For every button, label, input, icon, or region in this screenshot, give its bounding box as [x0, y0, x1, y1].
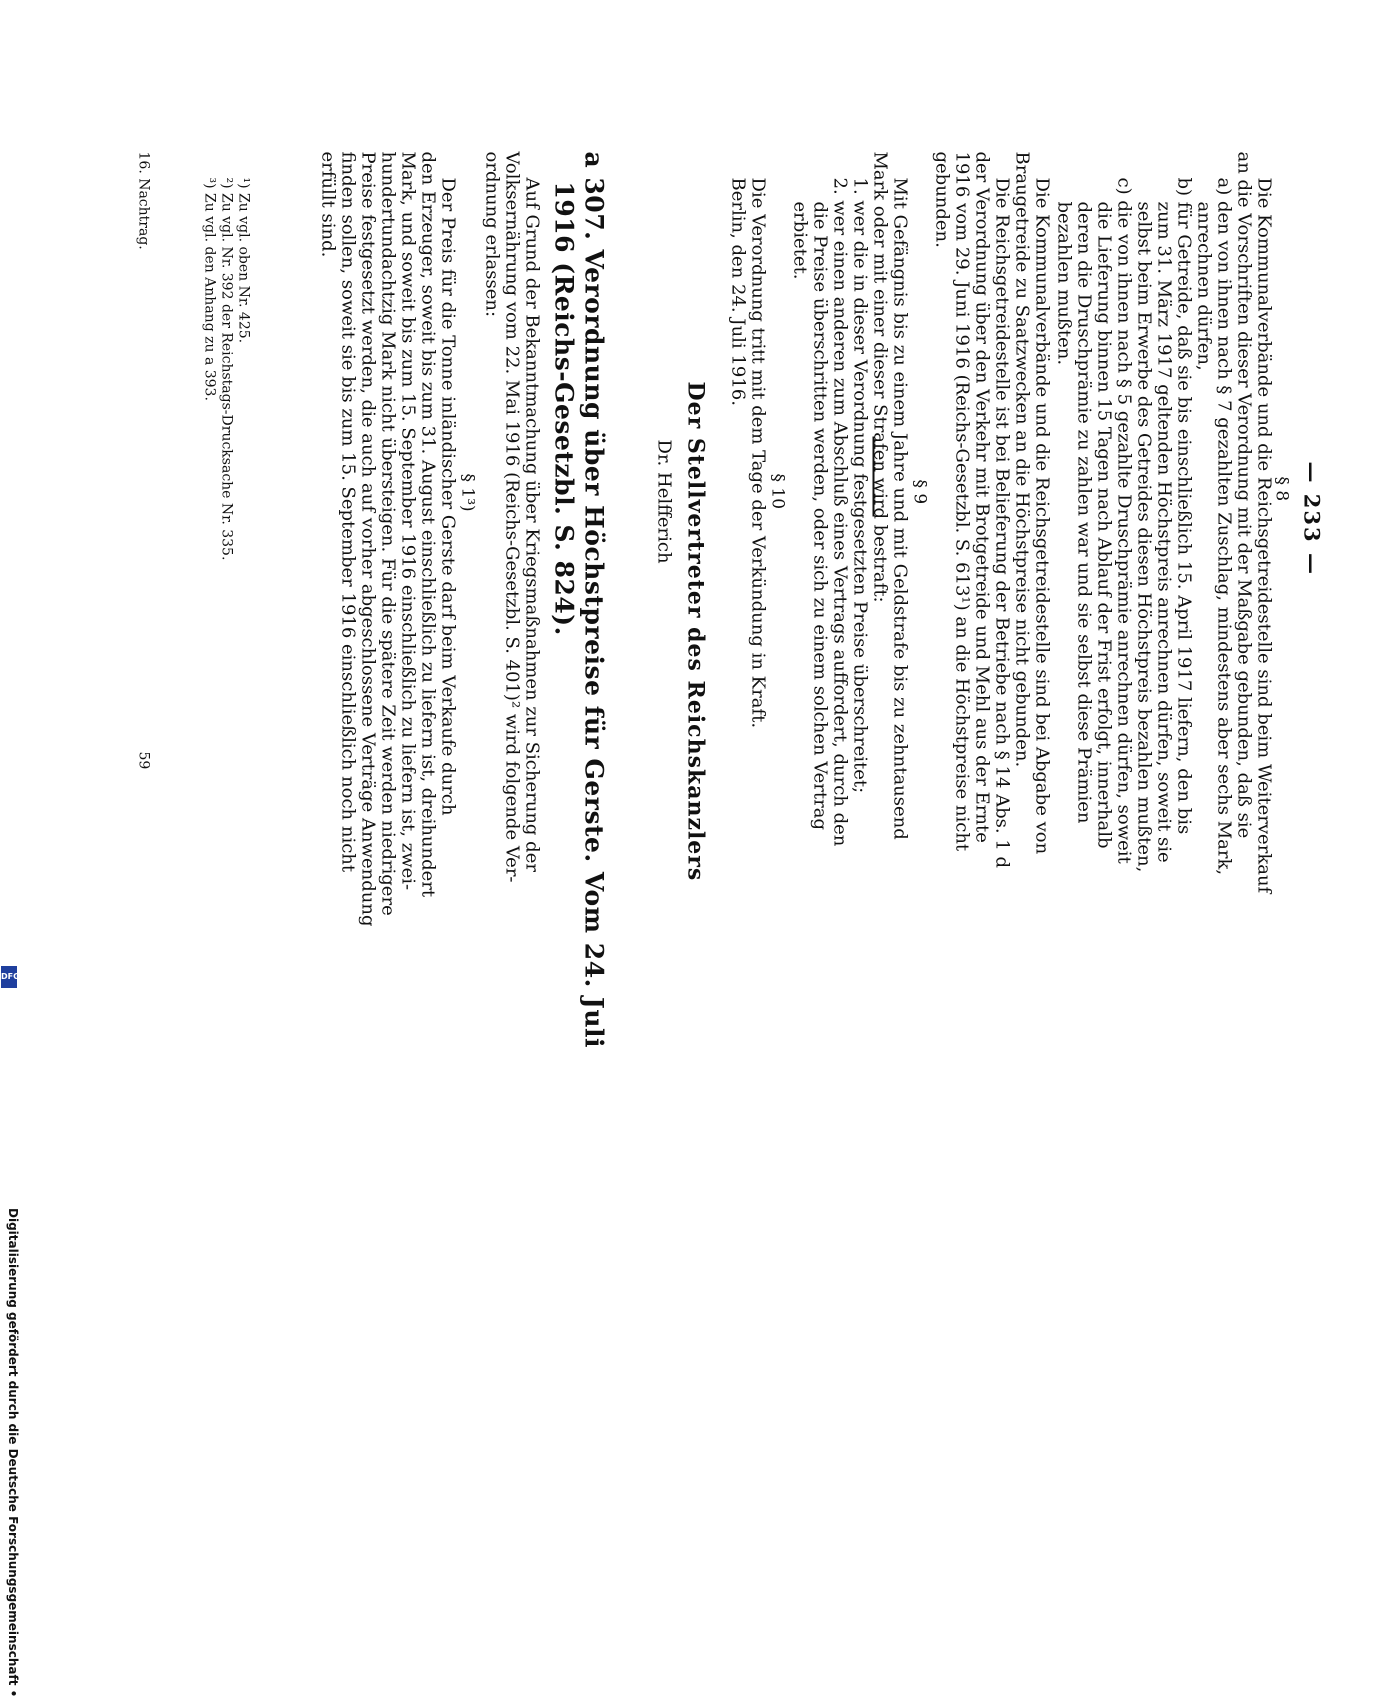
footer-left: 16. Nachtrag.: [136, 152, 152, 250]
text-line: die Preise überschritten werden, oder sich zu einem solchen Vertrag: [810, 202, 830, 830]
text-line: Der Preis für die Tonne inländischer Gerste darf beim Verkaufe durch: [438, 178, 458, 816]
divider: [873, 437, 875, 517]
text-line: Mit Gefängnis bis zu einem Jahre und mit Geldstrafe bis zu zehntausend: [890, 178, 910, 840]
section-heading-1: § 1³): [458, 474, 478, 512]
signature-title: Der Stellvertreter des Reichskanzlers: [686, 382, 706, 882]
text-line: c) die von ihnen nach § 5 gezahlte Druschprämie anrechnen dürfen, soweit: [1114, 178, 1134, 864]
text-line: 1. wer die in dieser Verordnung festgesetzten Preise überschreitet;: [850, 178, 870, 794]
document-page: [9, 0, 1383, 992]
text-line: Die Verordnung tritt mit dem Tage der Verkündung in Kraft.: [748, 178, 768, 729]
text-line: deren die Druschprämie zu zahlen war und sie selbst diese Prämien: [1074, 202, 1094, 824]
text-line: Auf Grund der Bekanntmachung über Kriegsmaßnahmen zur Sicherung der: [522, 178, 542, 872]
text-line: die Lieferung binnen 15 Tagen nach Ablauf der Frist erfolgt, innerhalb: [1094, 202, 1114, 849]
section-heading-8: § 8: [1272, 477, 1292, 502]
decree-title-line2: 1916 (Reichs-Gesetzbl. S. 824).: [554, 182, 574, 636]
text-line: b) für Getreide, daß sie bis einschließlich 15. April 1917 liefern, den bis: [1174, 178, 1194, 835]
text-line: Preise festgesetzt werden, die auch auf vorher abgeschlossene Verträge Anwendung: [358, 152, 378, 927]
text-line: Mark, und soweit bis zum 15. September 1916 einschließlich zu liefern ist, zwei-: [398, 152, 418, 891]
text-line: gebunden.: [932, 152, 952, 248]
digitization-credit: [1, 604, 19, 996]
text-line: Volksernährung vom 22. Mai 1916 (Reichs-Gesetzbl. S. 401)² wird folgende Ver-: [502, 152, 522, 883]
text-line: hundertundachtzig Mark nicht übersteigen. Für die spätere Zeit werden niedrigere: [378, 152, 398, 916]
dfg-logo: DFG: [1, 966, 17, 988]
text-line: Die Reichsgetreidestelle ist bei Belieferung der Betriebe nach § 14 Abs. 1 d: [992, 178, 1012, 869]
text-line: Die Kommunalverbände und die Reichsgetreidestelle sind bei Abgabe von: [1032, 178, 1052, 855]
footnote: ¹) Zu vgl. oben Nr. 425.: [236, 178, 252, 344]
page-number: — 233 —: [1302, 462, 1322, 576]
footnote: ³) Zu vgl. den Anhang zu a 393.: [202, 178, 218, 401]
text-line: a) den von ihnen nach § 7 gezahlten Zuschlag, mindestens aber sechs Mark,: [1214, 178, 1234, 876]
text-line: Mark oder mit einer dieser Strafen wird bestraft:: [870, 152, 890, 603]
text-line: der Verordnung über den Verkehr mit Brotgetreide und Mehl aus der Ernte: [972, 152, 992, 843]
text-line: den Erzeuger, soweit bis zum 31. August einschließlich zu liefern ist, dreihundert: [418, 152, 438, 898]
signature-name: Dr. Helfferich: [654, 440, 674, 564]
credit-text: Digitalisierung gefördert durch die Deutsche Forschungsgemeinschaft •: [6, 1208, 20, 1697]
text-line: bezahlen mußten.: [1054, 202, 1074, 366]
footnote: ²) Zu vgl. Nr. 392 der Reichstags-Drucksache Nr. 335.: [219, 178, 235, 561]
text-line: zum 31. März 1917 geltenden Höchstpreis anrechnen dürfen, soweit sie: [1154, 202, 1174, 863]
date-line: Berlin, den 24. Juli 1916.: [728, 178, 748, 406]
section-heading-9: § 9: [910, 480, 930, 505]
footer-page-number: 59: [136, 752, 152, 770]
text-line: erbietet.: [790, 202, 810, 280]
text-line: an die Vorschriften dieser Verordnung mit der Maßgabe gebunden, daß sie: [1234, 152, 1254, 839]
text-line: Braugetreide zu Saatzwecken an die Höchstpreise nicht gebunden.: [1012, 152, 1032, 768]
decree-title: a 307. Verordnung über Höchstpreise für Gerste. Vom 24. Juli: [584, 152, 604, 1049]
text-line: finden sollen, soweit sie bis zum 15. September 1916 einschließlich noch nicht: [338, 152, 358, 873]
text-line: selbst beim Erwerbe des Getreides diesen Höchstpreis bezahlen mußten,: [1134, 202, 1154, 873]
text-line: 2. wer einen anderen zum Abschluß eines Vertrags auffordert, durch den: [830, 178, 850, 847]
text-line: anrechnen dürfen,: [1194, 202, 1214, 371]
text-line: ordnung erlassen:: [482, 152, 502, 318]
section-heading-10: § 10: [768, 474, 788, 510]
text-line: Die Kommunalverbände und die Reichsgetreidestelle sind beim Weiterverkauf: [1254, 178, 1274, 894]
text-line: erfüllt sind.: [318, 152, 338, 258]
text-line: 1916 vom 29. Juni 1916 (Reichs-Gesetzbl. S. 613¹) an die Höchstpreise nicht: [952, 152, 972, 852]
